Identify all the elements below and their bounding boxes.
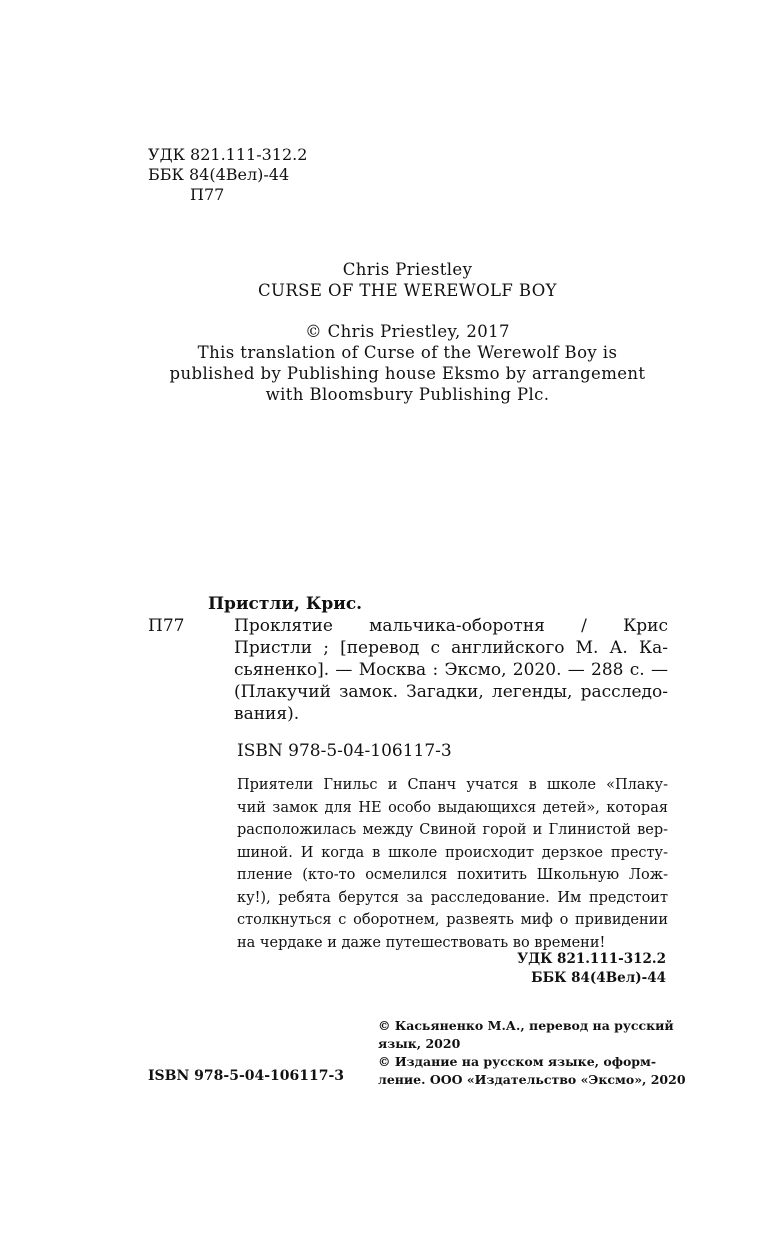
original-title: CURSE OF THE WEREWOLF BOY <box>258 281 557 300</box>
copyright-line: © Касьяненко М.А., перевод на русский <box>378 1018 674 1033</box>
catalog-code: П77 <box>148 616 185 636</box>
annotation-line: пление (кто-то осмелился похитить Школьную Лож- <box>237 867 668 883</box>
isbn-bottom: ISBN 978-5-04-106117-3 <box>148 1068 345 1084</box>
annotation-line: Приятели Гнильс и Спанч учатся в школе «Плаку- <box>237 777 668 793</box>
catalog-line: Пристли ; [перевод с английского М. А. Ка- <box>234 638 668 658</box>
codes-right <box>517 950 666 988</box>
annotation-line: шиной. И когда в школе происходит дерзкое престу- <box>237 844 668 861</box>
catalog-line: (Плакучий замок. Загадки, легенды, расследо- <box>234 682 668 702</box>
copyright-line: язык, 2020 <box>378 1036 461 1051</box>
udk-code-repeat: УДК 821.111-312.2 <box>517 951 666 967</box>
catalog-line: вания). <box>234 704 300 724</box>
copyright-line: with Bloomsbury Publishing Plc. <box>265 385 550 404</box>
catalog-record <box>148 593 668 725</box>
annotation-line: чий замок для НЕ особо выдающихся детей», которая <box>237 799 668 816</box>
copyright-line: © Издание на русском языке, оформ- <box>378 1054 657 1069</box>
copyright-block <box>378 1017 686 1089</box>
bbk-code-repeat: ББК 84(4Вел)-44 <box>531 970 666 986</box>
annotation <box>237 774 668 954</box>
original-author: Chris Priestley <box>342 260 473 279</box>
catalog-description <box>234 615 668 725</box>
copyright-line: ление. ООО «Издательство «Эксмо», 2020 <box>378 1072 686 1087</box>
catalog-heading: Пристли, Крис. <box>208 594 363 614</box>
catalog-line: Проклятие мальчика-оборотня / Крис <box>234 616 668 636</box>
original-credits <box>130 259 685 405</box>
bbk-code: ББК 84(4Вел)-44 <box>148 165 290 184</box>
copyright-line: This translation of Curse of the Werewolf Boy is <box>197 343 618 362</box>
annotation-line: на чердаке и даже путешествовать во времени! <box>237 934 606 951</box>
annotation-line: ку!), ребята берутся за расследование. Им предстоит <box>237 889 668 906</box>
copyright-line: © Chris Priestley, 2017 <box>305 322 510 341</box>
annotation-line: столкнуться с оборотнем, развеять миф о привидении <box>237 912 668 928</box>
catalog-isbn: ISBN 978-5-04-106117-3 <box>237 741 452 761</box>
catalog-line: сьяненко]. — Москва : Эксмо, 2020. — 288 с. — <box>234 660 668 680</box>
author-mark: П77 <box>190 185 225 204</box>
udk-code: УДК 821.111-312.2 <box>148 145 308 164</box>
annotation-line: расположилась между Свиной горой и Глинистой вер- <box>237 822 668 838</box>
copyright-line: published by Publishing house Eksmo by arrangement <box>169 364 646 383</box>
classification-block <box>148 145 307 205</box>
